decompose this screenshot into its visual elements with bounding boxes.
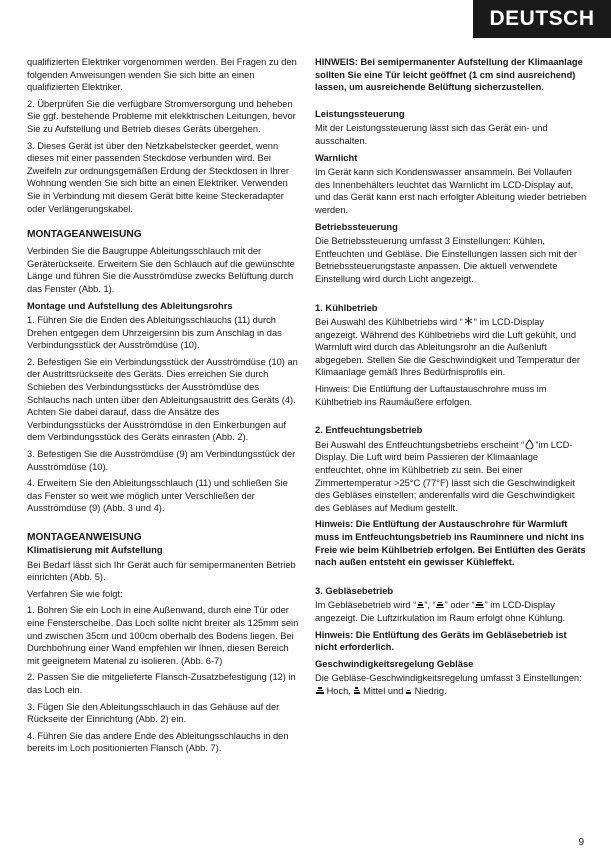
subsection-title-geschwindigkeit: Geschwindigkeitsregelung Gebläse bbox=[315, 657, 474, 669]
hinweis-note: HINWEIS: Bei semipermanenter Aufstellung der Klimaanlage sollten Sie eine Tür leicht geöffnet (1 cm sind ausreichend) lassen, um ausreichende Belüftung sicherzustellen. bbox=[315, 57, 583, 93]
text-span: ”, “ bbox=[424, 600, 436, 611]
speed-legend bbox=[315, 685, 587, 698]
paragraph: Die Gebläse-Geschwindigkeitsregelung umfasst 3 Einstellungen: bbox=[315, 673, 582, 684]
paragraph: Die Betriebssteuerung umfasst 3 Einstellungen: Kühlen, Entfeuchten und Gebläse. Die Einstellungen lassen sich mit der Betriebssteuerungstaste anpassen. Die aktuell verwendete Einstellung wird durch Licht angezeigt. bbox=[315, 236, 578, 284]
language-banner: DEUTSCH bbox=[473, 0, 611, 38]
list-item: 1. Bohren Sie ein Loch in eine Außenwand, durch eine Tür oder eine Fensterscheibe. Das Loch sollte nicht breiter als 125mm sein und zwischen 35cm und 100cm oberhalb des Bodens liegen. Bei Durchbohrung einer Wand empfehlen wir Ihnen, diesen Bereich mit geeignetem Material zu isolieren. (Abb. 6-7) bbox=[27, 605, 299, 666]
text-span: ” im LCD-Display angezeigt. Während des Kühlbetriebs wird die Luft gekühlt, und Warmluft wird durch das Ableitungsrohr an die Außenluft abgegeben. Stellen Sie die Geschwindigkeit und Temperatur der Klimaanlage gemäß Ihres Bedürfnisprofils ein. bbox=[315, 317, 580, 378]
subsection-title-warnlicht: Warnlicht bbox=[315, 151, 358, 163]
subsection-title-entf: 2. Entfeuchtungsbetrieb bbox=[315, 424, 423, 436]
speed-mid-label: Mittel und bbox=[363, 685, 404, 696]
text-span: Bei Auswahl des Kühlbetriebs wird “ bbox=[315, 317, 463, 328]
fan-high-icon bbox=[315, 687, 324, 695]
hinweis-note: Hinweis: Die Entlüftung der Austauschrohre für Warmluft muss im Entfeuchtungsbetrieb ins Rauminnere und nicht ins Freie wie beim Kühlbetrieb erfolgen. Bei Entlüften des Geräts nach außen entsteht ein gewisser Kühleffekt. bbox=[315, 519, 586, 568]
text-span: Bei Auswahl des Entfeuchtungsbetriebs erscheint “ bbox=[315, 439, 525, 450]
list-item: 2. Passen Sie die mitgelieferte Flansch-Zusatzbefestigung (12) in das Loch ein. bbox=[27, 672, 296, 695]
list-item: 4. Erweitern Sie den Ableitungsschlauch (11) und schließen Sie das Fenster so weit wie möglich unter Verschließen der Ausströmdüse (9) (Abb. 3 und 4). bbox=[27, 478, 288, 514]
subsection-title-geblaese: 3. Gebläsebetrieb bbox=[315, 584, 394, 596]
text-span: ” im LCD-Display angezeigt. Die Luftzirkulation im Raum erfolgt ohne Kühlung. bbox=[315, 600, 566, 623]
subsection-title-betrieb: Betriebssteuerung bbox=[315, 220, 398, 232]
snowflake-sun-icon bbox=[463, 316, 474, 326]
fan-high-icon bbox=[475, 602, 485, 610]
left-column bbox=[27, 56, 299, 759]
subsection-title: Montage und Aufstellung des Ableitungsrohrs bbox=[27, 299, 233, 311]
fan-mid-icon bbox=[353, 687, 360, 695]
speed-low-label: Niedrig. bbox=[414, 685, 447, 696]
subsection-title-kuehl: 1. Kühlbetrieb bbox=[315, 301, 378, 313]
page-number: 9 bbox=[578, 837, 584, 849]
subsection-title: Klimatisierung mit Aufstellung bbox=[27, 544, 163, 555]
water-drop-icon bbox=[524, 439, 535, 449]
text-span: ” oder “ bbox=[444, 600, 475, 611]
paragraph: qualifizierten Elektriker vorgenommen werden. Bei Fragen zu den folgenden Anweisungen wenden Sie sich bitte an einen qualifizierten Elektriker. bbox=[27, 57, 297, 93]
fan-mid-icon bbox=[436, 602, 445, 610]
speed-high-label: Hoch, bbox=[326, 685, 351, 696]
list-item: 1. Führen Sie die Enden des Ableitungsschlauchs (11) durch Drehen entgegen dem Uhrzeigersinn bis zum Anschlag in das Verbindungsstück der Ausströmdüse (10). bbox=[27, 315, 282, 351]
paragraph bbox=[315, 599, 587, 624]
list-item: 3. Befestigen Sie die Ausströmdüse (9) am Verbindungsstück der Ausströmdüse (10). bbox=[27, 449, 296, 472]
paragraph bbox=[315, 439, 587, 515]
hinweis-note: Hinweis: Die Entlüftung des Geräts im Gebläsebetrieb ist nicht erforderlich. bbox=[315, 629, 567, 653]
paragraph: 2. Überprüfen Sie die verfügbare Stromversorgung und beheben Sie ggf. bestehende Probleme mit elekktrischen Leitungen, bevor Sie zu Aufstellung und Betrieb dieses Geräts übergehen. bbox=[27, 98, 296, 134]
paragraph bbox=[315, 316, 587, 379]
paragraph: Verfahren Sie wie folgt: bbox=[27, 588, 123, 599]
list-item: 2. Befestigen Sie ein Verbindungsstück der Ausströmdüse (10) an der Austrittsrückseite des Geräts. Dies erreichen Sie durch Schieben des Verbindungsstücks der Ausströmdüse des Schlauchs nach unten über den Ableitungsaustritt des Geräts (4). Achten Sie dabei darauf, dass die Ansätze des Verbindungsstücks der Ausströmdüse in den Einkerbungen auf dem Verbindungsstück des Geräts einrasten (Abb. 2). bbox=[27, 356, 298, 443]
section-title-montage: MONTAGEANWEISUNG bbox=[27, 229, 142, 241]
right-column bbox=[315, 56, 587, 702]
text-span: ”im LCD-Display. Die Luft wird beim Passieren der Klimaanlage entfeuchtet, ohne im Kühlbetrieb zu sein. Bei einer Zimmertemperatur >25°C (77°F) lässt sich die Geschwindigkeit des Gebläses einstellen; anderenfalls wird die Geschwindigkeit des Gebläses auf Medium gestellt. bbox=[315, 439, 575, 513]
paragraph: Hinweis: Die Entlüftung der Luftaustauschrohre muss im Kühlbetrieb ins Raumäußere erfolgen. bbox=[315, 384, 547, 407]
paragraph: Bei Bedarf lässt sich Ihr Gerät auch für semipermanenten Betrieb einrichten (Abb. 5). bbox=[27, 559, 296, 583]
paragraph: Mit der Leistungssteuerung lässt sich das Gerät ein- und ausschalten. bbox=[315, 123, 548, 146]
fan-low-icon bbox=[416, 602, 424, 610]
subsection-title-leistung: Leistungssteuerung bbox=[315, 107, 405, 119]
text-span: Im Gebläsebetrieb wird “ bbox=[315, 600, 417, 611]
paragraph: Verbinden Sie die Baugruppe Ableitungsschlauch mit der Geräterückseite. Erweitern Sie den Schlauch auf die gewünschte Länge und führen Sie die Ausströmdüse zwecks Belüftung durch das Fenster (Abb. 1). bbox=[27, 246, 295, 294]
paragraph: Im Gerät kann sich Kondenswasser ansammeln. Bei Vollaufen des Innenbehälters leuchtet das Warnlicht im LCD-Display auf, und das Gerät kann erst nach erfolgter Ableitung wieder betrieben werden. bbox=[315, 167, 587, 215]
paragraph: 3. Dieses Gerät ist über den Netzkabelstecker geerdet, wenn dieses mit einer passenden Steckdose verbunden wird. Bei Zweifeln zur ordnungsgemäßen Erdung der Steckdosen in Ihrer Wohnung wenden Sie sich bitte an einen Elektriker. Verwenden Sie in Verbindung mit diesem Gerät bitte keine Steckeradapter oder Verlängerungskabel. bbox=[27, 140, 290, 214]
section-title-montage-2: MONTAGEANWEISUNG bbox=[27, 532, 142, 543]
fan-low-icon bbox=[406, 690, 412, 695]
list-item: 4. Führen Sie das andere Ende des Ableitungsschlauchs in den bereits im Loch positionierten Flansch (Abb. 7). bbox=[27, 730, 289, 754]
list-item: 3. Fügen Sie den Ableitungsschlauch in das Gehäuse auf der Rückseite der Einrichtung (Abb. 2) ein. bbox=[27, 701, 280, 725]
